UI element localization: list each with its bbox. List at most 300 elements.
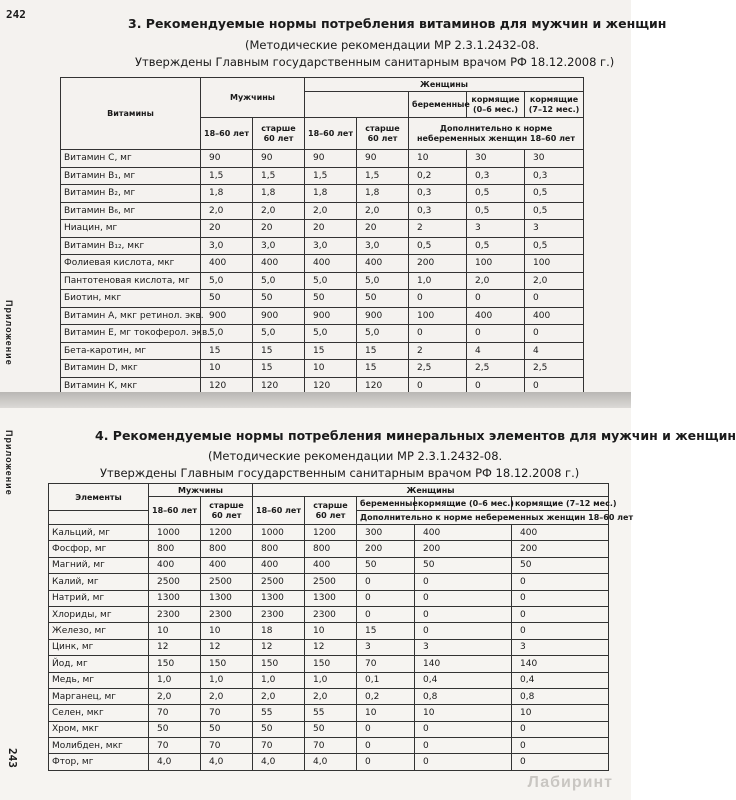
table-cell: 400 xyxy=(149,557,201,573)
table-cell: 1,5 xyxy=(201,167,253,185)
table-cell: 10 xyxy=(512,705,609,721)
table-cell: 0,8 xyxy=(415,688,512,704)
table-cell: 2300 xyxy=(305,606,357,622)
table-row xyxy=(49,541,609,557)
table-row xyxy=(61,167,584,185)
table-cell: 55 xyxy=(253,705,305,721)
header-nursing-7-12: кормящие (7–12 мес.) xyxy=(512,497,609,511)
table-cell: 1,8 xyxy=(253,185,305,203)
table-cell: 70 xyxy=(201,705,253,721)
table-row xyxy=(61,202,584,220)
table-row xyxy=(49,639,609,655)
table-cell: 70 xyxy=(253,738,305,754)
table-cell: 20 xyxy=(253,220,305,238)
table-cell: 200 xyxy=(512,541,609,557)
table-row xyxy=(61,325,584,343)
table-cell: 800 xyxy=(149,541,201,557)
table-cell: 1,5 xyxy=(253,167,305,185)
header-women-60plus: старше 60 лет xyxy=(305,497,357,525)
table-cell: 120 xyxy=(253,377,305,395)
table-cell: 1300 xyxy=(253,590,305,606)
header-men-60plus: старше 60 лет xyxy=(201,497,253,525)
table-cell: 0 xyxy=(357,590,415,606)
table-cell: 1,5 xyxy=(305,167,357,185)
table-cell: 150 xyxy=(201,656,253,672)
table-cell: 400 xyxy=(525,307,584,325)
minerals-table-body xyxy=(49,525,609,771)
row-label: Ниацин, мг xyxy=(61,220,201,238)
table-row xyxy=(49,656,609,672)
table-cell: 0,2 xyxy=(409,167,467,185)
table-cell: 3 xyxy=(415,639,512,655)
table-cell: 800 xyxy=(253,541,305,557)
header-men-60plus: старше 60 лет xyxy=(253,118,305,150)
table-cell: 2,5 xyxy=(525,360,584,378)
table-row xyxy=(49,525,609,541)
table-cell: 50 xyxy=(415,557,512,573)
table-cell: 1200 xyxy=(201,525,253,541)
table-cell: 15 xyxy=(357,623,415,639)
row-label: Хром, мкг xyxy=(49,721,149,737)
table-cell: 0,1 xyxy=(357,672,415,688)
table-cell: 10 xyxy=(201,360,253,378)
row-label: Бета-каротин, мг xyxy=(61,342,201,360)
table-cell: 5,0 xyxy=(305,272,357,290)
table-cell: 0 xyxy=(415,738,512,754)
table-cell: 800 xyxy=(201,541,253,557)
table-cell: 400 xyxy=(305,255,357,273)
table-cell: 1,0 xyxy=(149,672,201,688)
page-gutter xyxy=(0,392,631,408)
table-cell: 300 xyxy=(357,525,415,541)
table-cell: 70 xyxy=(149,738,201,754)
table-cell: 5,0 xyxy=(357,325,409,343)
table-cell: 0 xyxy=(415,623,512,639)
table-cell: 900 xyxy=(253,307,305,325)
table-cell: 1000 xyxy=(253,525,305,541)
table-cell: 2,0 xyxy=(149,688,201,704)
table-cell: 120 xyxy=(357,377,409,395)
table-cell: 1300 xyxy=(305,590,357,606)
table-cell: 70 xyxy=(149,705,201,721)
table-row xyxy=(49,606,609,622)
table-cell: 2,5 xyxy=(467,360,525,378)
table-cell: 2,0 xyxy=(525,272,584,290)
table-cell: 140 xyxy=(415,656,512,672)
vitamins-table-body xyxy=(61,150,584,395)
table-cell: 2500 xyxy=(305,574,357,590)
table-cell: 2,5 xyxy=(409,360,467,378)
header-men-18-60: 18–60 лет xyxy=(149,497,201,525)
table-cell: 400 xyxy=(305,557,357,573)
page-number: 242 xyxy=(6,8,26,21)
table-cell: 1,0 xyxy=(253,672,305,688)
table-cell: 4,0 xyxy=(253,754,305,770)
table-cell: 120 xyxy=(305,377,357,395)
table-cell: 0 xyxy=(415,606,512,622)
table-row xyxy=(49,738,609,754)
section-title: 4. Рекомендуемые нормы потребления минеральных элементов для мужчин и женщин xyxy=(95,428,736,443)
subtitle-line-2: Утверждены Главным государственным санитарным врачом РФ 18.12.2008 г.) xyxy=(100,466,580,480)
table-cell: 0 xyxy=(357,574,415,590)
table-cell: 400 xyxy=(357,255,409,273)
table-row xyxy=(49,688,609,704)
table-cell: 4 xyxy=(467,342,525,360)
table-cell: 100 xyxy=(525,255,584,273)
table-cell: 0,4 xyxy=(415,672,512,688)
row-label: Витамин С, мг xyxy=(61,150,201,168)
table-cell: 1,5 xyxy=(357,167,409,185)
table-cell: 2,0 xyxy=(253,688,305,704)
table-cell: 0 xyxy=(467,325,525,343)
table-cell: 50 xyxy=(305,290,357,308)
header-men: Мужчины xyxy=(149,484,253,497)
table-cell: 800 xyxy=(305,541,357,557)
row-label: Селен, мкг xyxy=(49,705,149,721)
header-women-60plus: старше 60 лет xyxy=(357,118,409,150)
table-cell: 50 xyxy=(253,290,305,308)
table-cell: 100 xyxy=(467,255,525,273)
table-cell: 10 xyxy=(305,623,357,639)
table-cell: 30 xyxy=(467,150,525,168)
page-number: 243 xyxy=(6,748,19,768)
row-label: Марганец, мг xyxy=(49,688,149,704)
header-elements-blank xyxy=(49,511,149,525)
table-cell: 50 xyxy=(357,557,415,573)
row-label: Натрий, мг xyxy=(49,590,149,606)
side-label: Приложение xyxy=(4,300,14,366)
table-cell: 0 xyxy=(512,590,609,606)
table-cell: 2,0 xyxy=(305,202,357,220)
table-cell: 400 xyxy=(467,307,525,325)
table-cell: 150 xyxy=(253,656,305,672)
table-cell: 15 xyxy=(253,360,305,378)
table-cell: 1,8 xyxy=(305,185,357,203)
table-row xyxy=(49,557,609,573)
table-row xyxy=(61,272,584,290)
table-cell: 12 xyxy=(305,639,357,655)
table-cell: 400 xyxy=(253,255,305,273)
table-row xyxy=(49,623,609,639)
table-cell: 0 xyxy=(512,738,609,754)
row-label: Хлориды, мг xyxy=(49,606,149,622)
table-cell: 20 xyxy=(201,220,253,238)
table-cell: 15 xyxy=(357,360,409,378)
table-cell: 400 xyxy=(415,525,512,541)
table-cell: 1,8 xyxy=(357,185,409,203)
row-label: Фолиевая кислота, мкг xyxy=(61,255,201,273)
table-cell: 20 xyxy=(305,220,357,238)
table-cell: 0,3 xyxy=(409,185,467,203)
table-row xyxy=(61,185,584,203)
table-cell: 4,0 xyxy=(305,754,357,770)
table-cell: 50 xyxy=(201,721,253,737)
table-cell: 90 xyxy=(305,150,357,168)
row-label: Витамин В₂, мг xyxy=(61,185,201,203)
row-label: Кальций, мг xyxy=(49,525,149,541)
table-cell: 70 xyxy=(357,656,415,672)
table-row xyxy=(61,342,584,360)
table-cell: 0 xyxy=(357,606,415,622)
header-nursing-0-6: кормящие (0–6 мес.) xyxy=(467,92,525,118)
table-cell: 3 xyxy=(512,639,609,655)
table-cell: 0 xyxy=(357,738,415,754)
table-cell: 15 xyxy=(253,342,305,360)
row-label: Витамин К, мкг xyxy=(61,377,201,395)
table-row xyxy=(49,754,609,770)
table-cell: 1,0 xyxy=(305,672,357,688)
header-pregnant: беременные xyxy=(357,497,415,511)
table-cell: 2500 xyxy=(149,574,201,590)
table-cell: 2,0 xyxy=(201,202,253,220)
table-cell: 15 xyxy=(305,342,357,360)
table-cell: 2 xyxy=(409,342,467,360)
table-cell: 50 xyxy=(512,557,609,573)
table-cell: 100 xyxy=(409,307,467,325)
table-cell: 0,4 xyxy=(512,672,609,688)
table-cell: 0,8 xyxy=(512,688,609,704)
subtitle-line-2: Утверждены Главным государственным санитарным врачом РФ 18.12.2008 г.) xyxy=(135,55,615,69)
table-cell: 0 xyxy=(409,325,467,343)
row-label: Медь, мг xyxy=(49,672,149,688)
table-cell: 3 xyxy=(357,639,415,655)
header-elements: Элементы xyxy=(49,484,149,511)
table-cell: 0 xyxy=(467,377,525,395)
table-cell: 900 xyxy=(305,307,357,325)
table-cell: 900 xyxy=(357,307,409,325)
header-women-18-60: 18–60 лет xyxy=(305,118,357,150)
table-cell: 0 xyxy=(415,754,512,770)
table-cell: 12 xyxy=(201,639,253,655)
row-label: Биотин, мкг xyxy=(61,290,201,308)
table-cell: 90 xyxy=(357,150,409,168)
minerals-table xyxy=(48,483,634,771)
header-women-18-60: 18–60 лет xyxy=(253,497,305,525)
table-row xyxy=(49,672,609,688)
table-cell: 5,0 xyxy=(201,325,253,343)
table-cell: 3,0 xyxy=(305,237,357,255)
table-cell: 0,5 xyxy=(525,237,584,255)
table-cell: 18 xyxy=(253,623,305,639)
header-women: Женщины xyxy=(253,484,609,497)
header-nursing-7-12: кормящие (7–12 мес.) xyxy=(525,92,584,118)
table-cell: 200 xyxy=(409,255,467,273)
table-cell: 5,0 xyxy=(357,272,409,290)
table-cell: 3,0 xyxy=(357,237,409,255)
subtitle-line-1: (Методические рекомендации МР 2.3.1.2432-08. xyxy=(208,449,503,463)
row-label: Цинк, мг xyxy=(49,639,149,655)
table-cell: 2300 xyxy=(253,606,305,622)
subtitle-line-1: (Методические рекомендации МР 2.3.1.2432-08. xyxy=(245,38,540,52)
table-cell: 1,0 xyxy=(409,272,467,290)
table-cell: 0 xyxy=(357,754,415,770)
table-cell: 20 xyxy=(357,220,409,238)
header-vitamins: Витамины xyxy=(61,78,201,150)
table-cell: 3,0 xyxy=(201,237,253,255)
table-cell: 0 xyxy=(512,721,609,737)
table-cell: 3 xyxy=(525,220,584,238)
table-cell: 2300 xyxy=(149,606,201,622)
row-label: Витамин В₆, мг xyxy=(61,202,201,220)
table-row xyxy=(61,150,584,168)
row-label: Йод, мг xyxy=(49,656,149,672)
section-title: 3. Рекомендуемые нормы потребления витаминов для мужчин и женщин xyxy=(128,16,667,31)
watermark-logo: Лабиринт xyxy=(527,774,613,791)
row-label: Фтор, мг xyxy=(49,754,149,770)
table-cell: 2,0 xyxy=(253,202,305,220)
table-cell: 0 xyxy=(512,606,609,622)
table-cell: 12 xyxy=(149,639,201,655)
table-cell: 0 xyxy=(512,623,609,639)
table-cell: 50 xyxy=(305,721,357,737)
table-cell: 0,5 xyxy=(467,185,525,203)
table-cell: 1200 xyxy=(305,525,357,541)
row-label: Магний, мг xyxy=(49,557,149,573)
table-row xyxy=(49,705,609,721)
table-cell: 2,0 xyxy=(357,202,409,220)
table-cell: 3 xyxy=(467,220,525,238)
table-cell: 5,0 xyxy=(305,325,357,343)
vitamins-table xyxy=(60,77,584,395)
table-cell: 0,2 xyxy=(357,688,415,704)
table-cell: 0 xyxy=(357,721,415,737)
page-top xyxy=(0,0,667,392)
table-cell: 400 xyxy=(512,525,609,541)
table-cell: 70 xyxy=(201,738,253,754)
table-row xyxy=(49,574,609,590)
row-label: Молибден, мкг xyxy=(49,738,149,754)
table-cell: 0,3 xyxy=(467,167,525,185)
table-cell: 400 xyxy=(201,255,253,273)
table-cell: 0 xyxy=(409,290,467,308)
table-cell: 0 xyxy=(409,377,467,395)
table-cell: 0 xyxy=(525,290,584,308)
table-cell: 2 xyxy=(409,220,467,238)
row-label: Витамин Е, мг токоферол. экв. xyxy=(61,325,201,343)
table-cell: 0 xyxy=(512,574,609,590)
table-cell: 0 xyxy=(525,325,584,343)
header-women-blank xyxy=(305,92,409,118)
side-label: Приложение xyxy=(4,430,14,496)
table-cell: 10 xyxy=(305,360,357,378)
row-label: Витамин В₁, мг xyxy=(61,167,201,185)
table-cell: 1300 xyxy=(149,590,201,606)
table-cell: 4 xyxy=(525,342,584,360)
table-cell: 140 xyxy=(512,656,609,672)
header-men: Мужчины xyxy=(201,78,305,118)
row-label: Фосфор, мг xyxy=(49,541,149,557)
row-label: Калий, мг xyxy=(49,574,149,590)
table-cell: 10 xyxy=(415,705,512,721)
header-additional: Дополнительно к норме небеременных женщин 18–60 лет xyxy=(357,511,609,525)
row-label: Железо, мг xyxy=(49,623,149,639)
header-men-18-60: 18–60 лет xyxy=(201,118,253,150)
table-cell: 2,0 xyxy=(201,688,253,704)
table-cell: 1,8 xyxy=(201,185,253,203)
table-cell: 10 xyxy=(357,705,415,721)
table-cell: 15 xyxy=(357,342,409,360)
table-cell: 50 xyxy=(357,290,409,308)
table-cell: 5,0 xyxy=(253,272,305,290)
header-additional: Дополнительно к норме небеременных женщин 18–60 лет xyxy=(409,118,584,150)
table-cell: 0 xyxy=(512,754,609,770)
table-cell: 90 xyxy=(201,150,253,168)
table-cell: 4,0 xyxy=(149,754,201,770)
table-cell: 400 xyxy=(253,557,305,573)
table-row xyxy=(61,237,584,255)
table-cell: 50 xyxy=(201,290,253,308)
table-row xyxy=(49,721,609,737)
table-cell: 0 xyxy=(525,377,584,395)
table-cell: 0,5 xyxy=(525,185,584,203)
header-pregnant: беременные xyxy=(409,92,467,118)
table-row xyxy=(61,220,584,238)
table-row xyxy=(61,290,584,308)
table-cell: 1300 xyxy=(201,590,253,606)
table-cell: 10 xyxy=(409,150,467,168)
table-cell: 10 xyxy=(149,623,201,639)
table-cell: 90 xyxy=(253,150,305,168)
table-cell: 0,5 xyxy=(525,202,584,220)
table-cell: 15 xyxy=(201,342,253,360)
table-cell: 150 xyxy=(305,656,357,672)
table-cell: 200 xyxy=(357,541,415,557)
table-row xyxy=(61,360,584,378)
table-cell: 0,3 xyxy=(525,167,584,185)
table-cell: 30 xyxy=(525,150,584,168)
table-cell: 2500 xyxy=(253,574,305,590)
row-label: Пантотеновая кислота, мг xyxy=(61,272,201,290)
table-cell: 55 xyxy=(305,705,357,721)
table-cell: 0,5 xyxy=(409,237,467,255)
table-row xyxy=(49,590,609,606)
table-cell: 0 xyxy=(415,721,512,737)
table-cell: 50 xyxy=(149,721,201,737)
table-cell: 150 xyxy=(149,656,201,672)
table-cell: 2,0 xyxy=(305,688,357,704)
table-cell: 50 xyxy=(253,721,305,737)
table-cell: 2300 xyxy=(201,606,253,622)
table-cell: 0,5 xyxy=(467,202,525,220)
row-label: Витамин D, мкг xyxy=(61,360,201,378)
table-cell: 1,0 xyxy=(201,672,253,688)
table-cell: 5,0 xyxy=(201,272,253,290)
table-cell: 2,0 xyxy=(467,272,525,290)
table-cell: 3,0 xyxy=(253,237,305,255)
table-cell: 0 xyxy=(467,290,525,308)
table-cell: 0,3 xyxy=(409,202,467,220)
table-cell: 0,5 xyxy=(467,237,525,255)
table-cell: 120 xyxy=(201,377,253,395)
table-cell: 4,0 xyxy=(201,754,253,770)
table-cell: 1000 xyxy=(149,525,201,541)
table-cell: 10 xyxy=(201,623,253,639)
table-cell: 0 xyxy=(415,574,512,590)
table-cell: 5,0 xyxy=(253,325,305,343)
table-cell: 2500 xyxy=(201,574,253,590)
table-row xyxy=(61,255,584,273)
header-nursing-0-6: кормящие (0–6 мес.) xyxy=(415,497,512,511)
table-cell: 900 xyxy=(201,307,253,325)
table-cell: 200 xyxy=(415,541,512,557)
table-cell: 70 xyxy=(305,738,357,754)
table-row xyxy=(61,307,584,325)
row-label: Витамин А, мкг ретинол. экв. xyxy=(61,307,201,325)
header-women: Женщины xyxy=(305,78,584,92)
row-label: Витамин В₁₂, мкг xyxy=(61,237,201,255)
table-cell: 0 xyxy=(415,590,512,606)
table-cell: 12 xyxy=(253,639,305,655)
